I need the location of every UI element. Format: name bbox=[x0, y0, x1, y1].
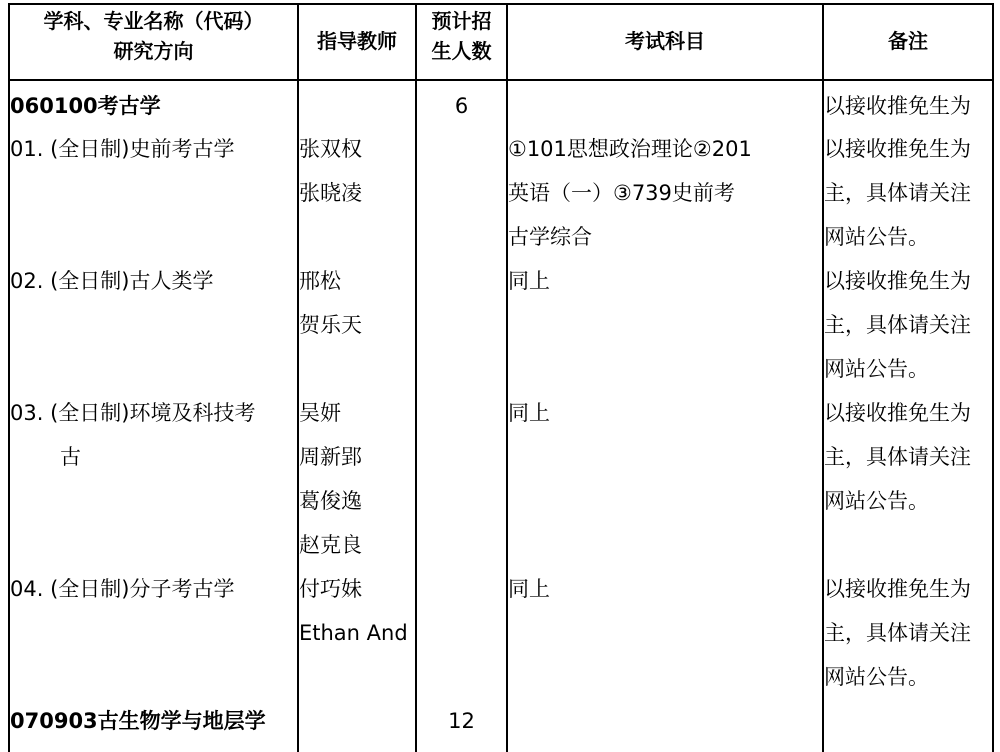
teacher-name: Ethan And bbox=[299, 621, 408, 645]
table-border-right bbox=[992, 3, 994, 752]
exam-line: 同上 bbox=[508, 269, 550, 293]
header-col5: 备注 bbox=[888, 29, 928, 53]
teacher-name: 葛俊逸 bbox=[299, 489, 362, 513]
header-col1 bbox=[10, 6, 297, 66]
header-col3 bbox=[417, 6, 506, 66]
note-line: 网站公告。 bbox=[824, 225, 929, 249]
research-direction: 01. (全日制)史前考古学 bbox=[10, 137, 235, 161]
note-line: 以接收推免生为 bbox=[824, 577, 971, 601]
header-divider bbox=[8, 79, 994, 81]
note-line: 网站公告。 bbox=[824, 489, 929, 513]
teacher-name: 张双权 bbox=[299, 137, 362, 161]
note-line: 主，具体请关注 bbox=[824, 621, 971, 645]
exam-line: 英语（一）③739史前考 bbox=[508, 181, 735, 205]
enrollment-count: 6 bbox=[454, 94, 469, 118]
research-direction-cont: 古 bbox=[60, 445, 81, 469]
note-line: 主，具体请关注 bbox=[824, 181, 971, 205]
note-line: 主，具体请关注 bbox=[824, 445, 971, 469]
teacher-name: 周新郢 bbox=[299, 445, 362, 469]
teacher-name: 吴妍 bbox=[299, 401, 341, 425]
note-line: 以接收推免生为 bbox=[824, 269, 971, 293]
note-line: 以接收推免生为 bbox=[824, 137, 971, 161]
note-line: 以接收推免生为 bbox=[824, 401, 971, 425]
col-divider-3 bbox=[506, 3, 508, 752]
research-direction: 02. (全日制)古人类学 bbox=[10, 269, 214, 293]
header-col2: 指导教师 bbox=[317, 29, 397, 53]
subject-name: 070903古生物学与地层学 bbox=[10, 709, 266, 733]
exam-line: ①101思想政治理论②201 bbox=[508, 137, 752, 161]
note-line: 网站公告。 bbox=[824, 357, 929, 381]
note-line: 网站公告。 bbox=[824, 665, 929, 689]
research-direction: 04. (全日制)分子考古学 bbox=[10, 577, 235, 601]
header-col4: 考试科目 bbox=[625, 29, 705, 53]
exam-line: 同上 bbox=[508, 401, 550, 425]
teacher-name: 付巧妹 bbox=[299, 577, 362, 601]
teacher-name: 张晓凌 bbox=[299, 181, 362, 205]
enrollment-count: 12 bbox=[448, 709, 475, 733]
note-line: 以接收推免生为 bbox=[824, 94, 971, 118]
teacher-name: 邢松 bbox=[299, 269, 341, 293]
header-col3-line2: 生人数 bbox=[431, 39, 492, 63]
research-direction: 03. (全日制)环境及科技考 bbox=[10, 401, 256, 425]
header-col1-line1: 学科、专业名称（代码） bbox=[43, 9, 264, 33]
header-col3-line1: 预计招 bbox=[431, 9, 492, 33]
teacher-name: 贺乐天 bbox=[299, 313, 362, 337]
teacher-name: 赵克良 bbox=[299, 533, 362, 557]
exam-line: 同上 bbox=[508, 577, 550, 601]
subject-name: 060100考古学 bbox=[10, 94, 161, 118]
exam-line: 古学综合 bbox=[508, 225, 592, 249]
header-col1-line2: 研究方向 bbox=[113, 39, 194, 63]
note-line: 主，具体请关注 bbox=[824, 313, 971, 337]
table-border-top bbox=[8, 3, 994, 5]
